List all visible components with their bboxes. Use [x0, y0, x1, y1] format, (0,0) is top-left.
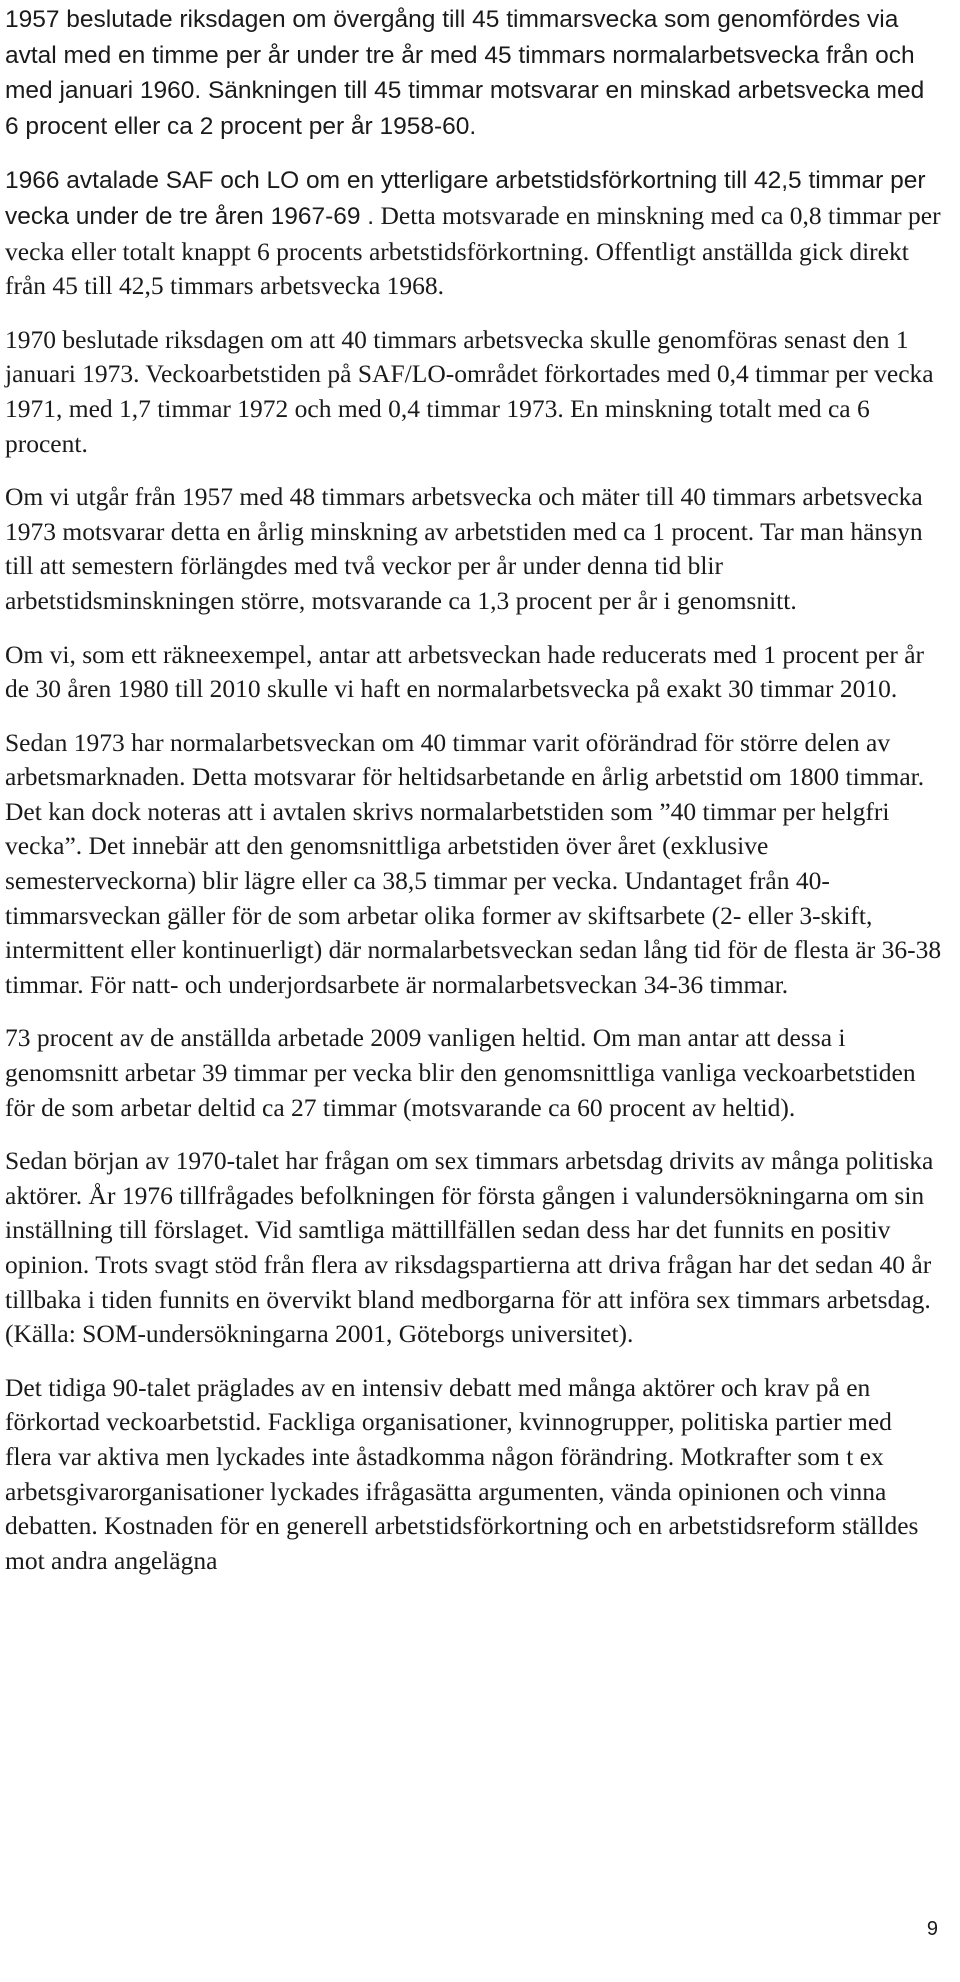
paragraph-1957 — [5, 2, 942, 144]
page-number: 9 — [926, 1918, 938, 1940]
paragraph-early-90s — [5, 1371, 942, 1579]
paragraph-1966-lead: 1966 avtalade SAF och LO om en ytterligare arbetstidsförkortning till 42,5 timmar per vecka under de tre åren 1967-69 . — [5, 167, 926, 230]
paragraph-part-time-text: 73 procent av de anställda arbetade 2009 vanligen heltid. Om man antar att dessa i genomsnitt arbetar 39 timmar per vecka blir den genomsnittliga vanliga veckoarbetstiden för de som arbetar deltid ca 27 timmar (motsvarande ca 60 procent av heltid). — [5, 1023, 916, 1122]
paragraph-1957-text: 1957 beslutade riksdagen om övergång till 45 timmarsvecka som genomfördes via avtal med en timme per år under tre år med 45 timmars normalarbetsvecka från och med januari 1960. Sänkningen till 45 timmar motsvarar en minskad arbetsvecka med 6 procent eller ca 2 procent per år 1958-60. — [5, 6, 925, 140]
paragraph-early-90s-text: Det tidiga 90-talet präglades av en intensiv debatt med många aktörer och krav på en förkortad veckoarbetstid. Fackliga organisationer, kvinnogrupper, politiska partier med flera var aktiva men lyckades inte åstadkomma någon förändring. Motkrafter som t ex arbetsgivarorganisationer lyckades ifrågasätta argumenten, vända opinionen och vinna debatten. Kostnaden för en generell arbetstidsförkortning och en arbetstidsreform ställdes mot andra angelägna — [5, 1372, 919, 1575]
paragraph-1970 — [5, 323, 942, 461]
paragraph-1970-text: 1970 beslutade riksdagen om att 40 timmars arbetsvecka skulle genomföras senast den 1 januari 1973. Veckoarbetstiden på SAF/LO-området förkortades med 0,4 timmar per vecka 1971, med 1,7 timmar 1972 och med 0,4 timmar 1973. En minskning totalt med ca 6 procent. — [5, 324, 934, 458]
paragraph-1966 — [5, 163, 942, 303]
paragraph-since-1973-text: Sedan 1973 har normalarbetsveckan om 40 timmar varit oförändrad för större delen av arbetsmarknaden. Detta motsvarar för heltidsarbetande en årlig arbetstid om 1800 timmar. Det kan dock noteras att i avtalen skrivs normalarbetstiden som ”40 timmar per helgfri vecka”. Det innebär att den genomsnittliga arbetstiden över året (exklusive semesterveckorna) blir lägre eller ca 38,5 timmar per vecka. Undantaget från 40-timmarsveckan gäller för de som arbetar olika former av skiftsarbete (2- eller 3-skift, intermittent eller kontinuerligt) där normalarbetsveckan sedan lång tid för de flesta är 36-38 timmar. För natt- och underjordsarbete är normalarbetsveckan 34-36 timmar. — [5, 727, 942, 999]
paragraph-calculation-text: Om vi utgår från 1957 med 48 timmars arbetsvecka och mäter till 40 timmars arbetsvecka 1973 motsvarar detta en årlig minskning av arbetstiden med ca 1 procent. Tar man hänsyn till att semestern förlängdes med två veckor per år under denna tid blir arbetstidsminskningen större, motsvarande ca 1,3 procent per år i genomsnitt. — [5, 482, 923, 615]
paragraph-example-text: Om vi, som ett räkneexempel, antar att arbetsveckan hade reducerats med 1 procent per år de 30 åren 1980 till 2010 skulle vi haft en normalarbetsvecka på exakt 30 timmar 2010. — [5, 639, 925, 704]
paragraph-example-1980-2010 — [5, 638, 942, 707]
paragraph-calculation-1957-1973 — [5, 480, 942, 618]
paragraph-six-hour-day-text: Sedan början av 1970-talet har frågan om sex timmars arbetsdag drivits av många politiska aktörer. År 1976 tillfrågades befolkningen för första gången i valundersökningarna om sin inställning till förslaget. Vid samtliga mättillfällen sedan dess har det funnits en positiv opinion. Trots svagt stöd från flera av riksdagspartierna att driva frågan har det sedan 40 år tillbaka i tiden funnits en övervikt bland medborgarna för att införa sex timmars arbetsdag. (Källa: SOM-undersökningarna 2001, Göteborgs universitet). — [5, 1146, 934, 1349]
paragraph-part-time — [5, 1021, 942, 1125]
paragraph-since-1973 — [5, 726, 942, 1003]
paragraph-1966-text: Detta motsvarade en minskning med ca 0,8 timmar per vecka eller totalt knappt 6 procents arbetstidsförkortning. Offentligt anställda gick direkt från 45 till 42,5 timmars arbetsvecka 1968. — [5, 200, 941, 301]
paragraph-six-hour-day — [5, 1144, 942, 1352]
